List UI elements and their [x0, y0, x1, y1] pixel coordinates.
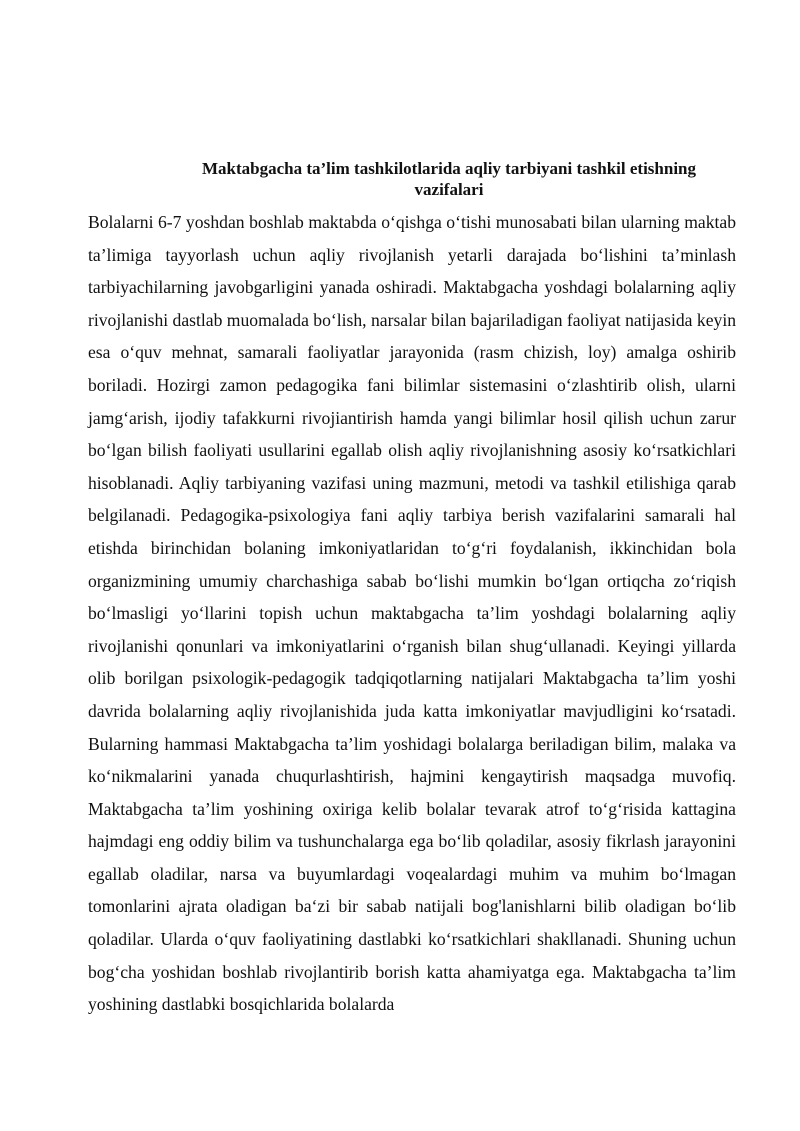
title-line-2: vazifalari — [414, 180, 484, 199]
body-paragraph: Bolalarni 6-7 yoshdan boshlab maktabda o‘qishga o‘tishi munosabati bilan ularning maktab ta’limiga tayyorlash uchun aqliy rivojlanish yetarli darajada bo‘lishini ta’minlash tarbiyachilarning javobgarligini yanada oshiradi. Maktabgacha yoshdagi bolalarning aqliy rivojlanishi dastlab muomalada bo‘lish, narsalar bilan bajariladigan faoliyat natijasida keyin esa o‘quv mehnat, samarali faoliyatlar jarayonida (rasm chizish, loy) amalga oshirib boriladi. Hozirgi zamon pedagogika fani bilimlar sistemasini o‘zlashtirib olish, ularni jamg‘arish, ijodiy tafakkurni rivojiantirish hamda yangi bilimlar hosil qilish uchun zarur bo‘lgan bilish faoliyati usullarini egallab olish aqliy rivojlanishning asosiy ko‘rsatkichlari hisoblanadi. Aqliy tarbiyaning vazifasi uning mazmuni, metodi va tashkil etilishiga qarab belgilanadi. Pedagogika-psixologiya fani aqliy tarbiya berish vazifalarini samarali hal etishda birinchidan bolaning imkoniyatlaridan to‘g‘ri foydalanish, ikkinchidan bola organizmining umumiy charchashiga sabab bo‘lishi mumkin bo‘lgan ortiqcha zo‘riqish bo‘lmasligi yo‘llarini topish uchun maktabgacha ta’lim yoshdagi bolalarning aqliy rivojlanishi qonunlari va imkoniyatlarini o‘rganish bilan shug‘ullanadi. Keyingi yillarda olib borilgan psixologik-pedagogik tadqiqotlarning natijalari Maktabgacha ta’lim yoshi davrida bolalarning aqliy rivojlanishida juda katta imkoniyatlar mavjudligini ko‘rsatadi. Bularning hammasi Maktabgacha ta’lim yoshidagi bolalarga beriladigan bilim, malaka va ko‘nikmalarini yanada chuqurlashtirish, hajmini kengaytirish maqsadga muvofiq. Maktabgacha ta’lim yoshining oxiriga kelib bolalar tevarak atrof to‘g‘risida kattagina hajmdagi eng oddiy bilim va tushunchalarga ega bo‘lib qoladilar, asosiy fikrlash jarayonini egallab oladilar, narsa va buyumlardagi voqealardagi muhim va muhim bo‘lmagan tomonlarini ajrata oladigan ba‘zi bir sabab natijali bog'lanishlarni bilib oladigan bo‘lib qoladilar. Ularda o‘quv faoliyatining dastlabki ko‘rsatkichlari shakllanadi. Shuning uchun bog‘cha yoshidan boshlab rivojlantirib borish katta ahamiyatga ega. Maktabgacha ta’lim yoshining dastlabki bosqichlarida bolalarda — [88, 212, 736, 1015]
page-title — [88, 158, 800, 200]
title-line-1: Maktabgacha ta’lim tashkilotlarida aqliy tarbiyani tashkil etishning — [201, 159, 696, 178]
